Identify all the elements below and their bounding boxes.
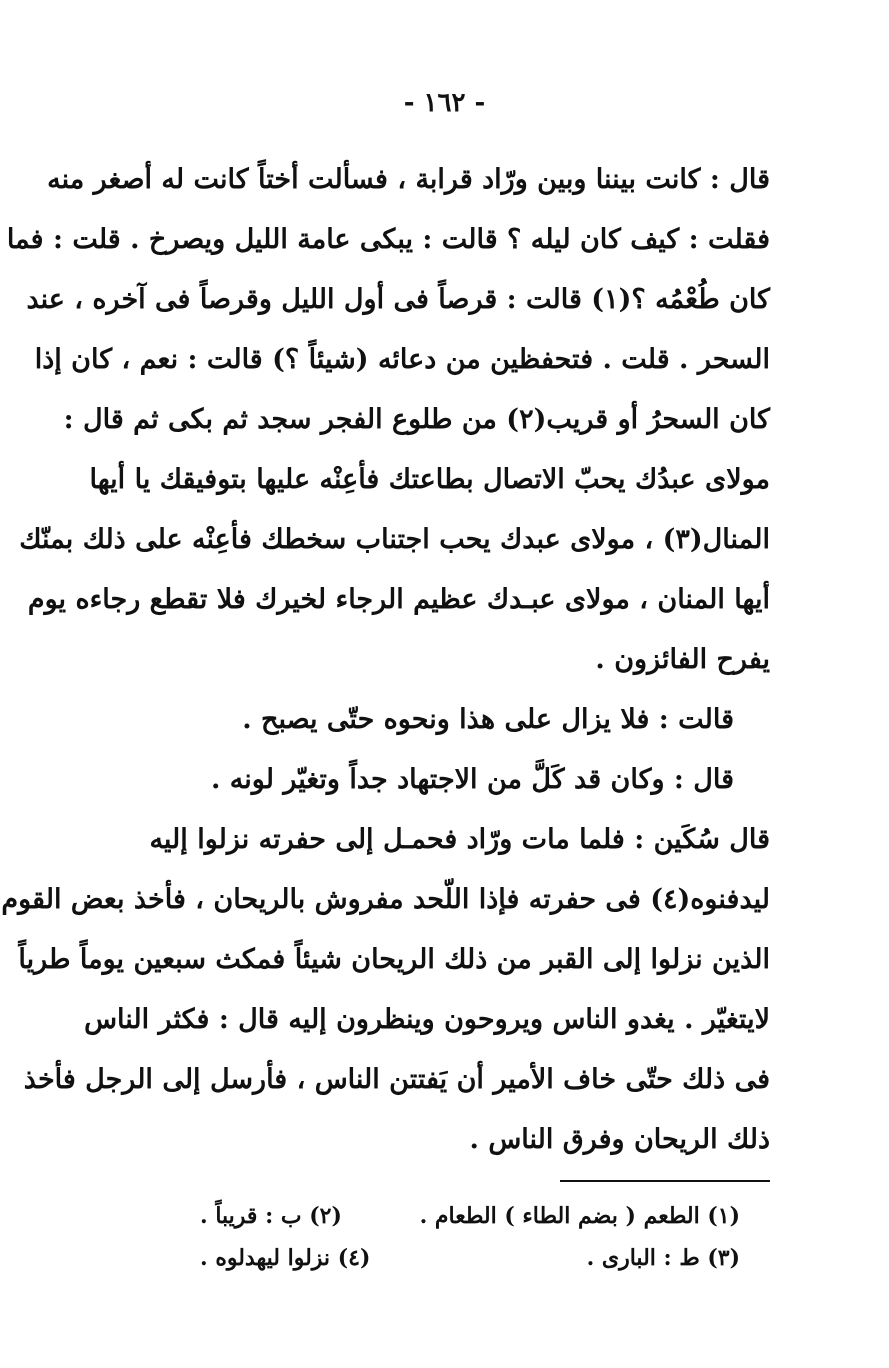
text-line: مولاى عبدُك يحبّ الاتصال بطاعتك فأعِنْه عليها بتوفيقك يا أيها	[89, 464, 770, 495]
text-line: كان السحرُ أو قريب(٢) من طلوع الفجر سجد ثم بكى ثم قال :	[63, 404, 770, 435]
paragraph-4	[1, 810, 770, 1170]
footnote-2: (٢) ب : قريباً .	[200, 1203, 342, 1229]
text-line: قال : وكان قد كَلَّ من الاجتهاد جداً وتغيّر لونه .	[210, 764, 734, 795]
text-line: قال سُكَين : فلما مات ورّاد فحمـل إلى حفرته نزلوا إليه	[149, 824, 770, 855]
footnote-divider	[560, 1180, 770, 1182]
text-line: المنال(٣) ، مولاى عبدك يحب اجتناب سخطك فأعِنْه على ذلك بمنّك	[19, 524, 770, 555]
body-text	[1, 150, 770, 1170]
text-line: قالت : فلا يزال على هذا ونحوه حتّى يصبح .	[242, 704, 734, 735]
text-line: أيها المنان ، مولاى عبـدك عظيم الرجاء لخيرك فلا تقطع رجاءه يوم	[27, 584, 770, 615]
text-line: ذلك الريحان وفرق الناس .	[469, 1124, 770, 1155]
paragraph-3	[110, 750, 770, 810]
text-line: ليدفنوه(٤) فى حفرته فإذا اللّحد مفروش بالريحان ، فأخذ بعض القوم	[1, 884, 770, 915]
text-line: قال : كانت بيننا وبين ورّاد قرابة ، فسألت أختاً كانت له أصغر منه	[47, 164, 770, 195]
footnotes	[200, 1195, 740, 1279]
footnote-3: (٣) ط : البارى .	[586, 1245, 740, 1271]
footnote-row	[200, 1195, 740, 1237]
footnote-1: (١) الطعم ( بضم الطاء ) الطعام .	[419, 1203, 740, 1229]
text-line: الذين نزلوا إلى القبر من ذلك الريحان شيئاً فمكث سبعين يوماً طرياً	[18, 944, 770, 975]
text-line: كان طُعْمُه ؟(١) قالت : قرصاً فى أول الليل وقرصاً فى آخره ، عند	[26, 284, 770, 315]
text-line: لايتغيّر . يغدو الناس ويروحون وينظرون إليه قال : فكثر الناس	[84, 1004, 770, 1035]
text-line: يفرح الفائزون .	[595, 644, 770, 675]
page-number: - ١٦٢ -	[403, 88, 486, 118]
text-line: فقلت : كيف كان ليله ؟ قالت : يبكى عامة الليل ويصرخ . قلت : فما	[6, 224, 770, 255]
footnote-4: (٤) نزلوا ليهدلوه .	[200, 1245, 371, 1271]
paragraph-1	[6, 150, 770, 690]
text-line: فى ذلك حتّى خاف الأمير أن يَفتتن الناس ، فأرسل إلى الرجل فأخذ	[23, 1064, 770, 1095]
footnote-row	[200, 1237, 740, 1279]
text-line: السحر . قلت . فتحفظين من دعائه (شيئاً ؟) قالت : نعم ، كان إذا	[34, 344, 770, 375]
paragraph-2	[110, 690, 770, 750]
